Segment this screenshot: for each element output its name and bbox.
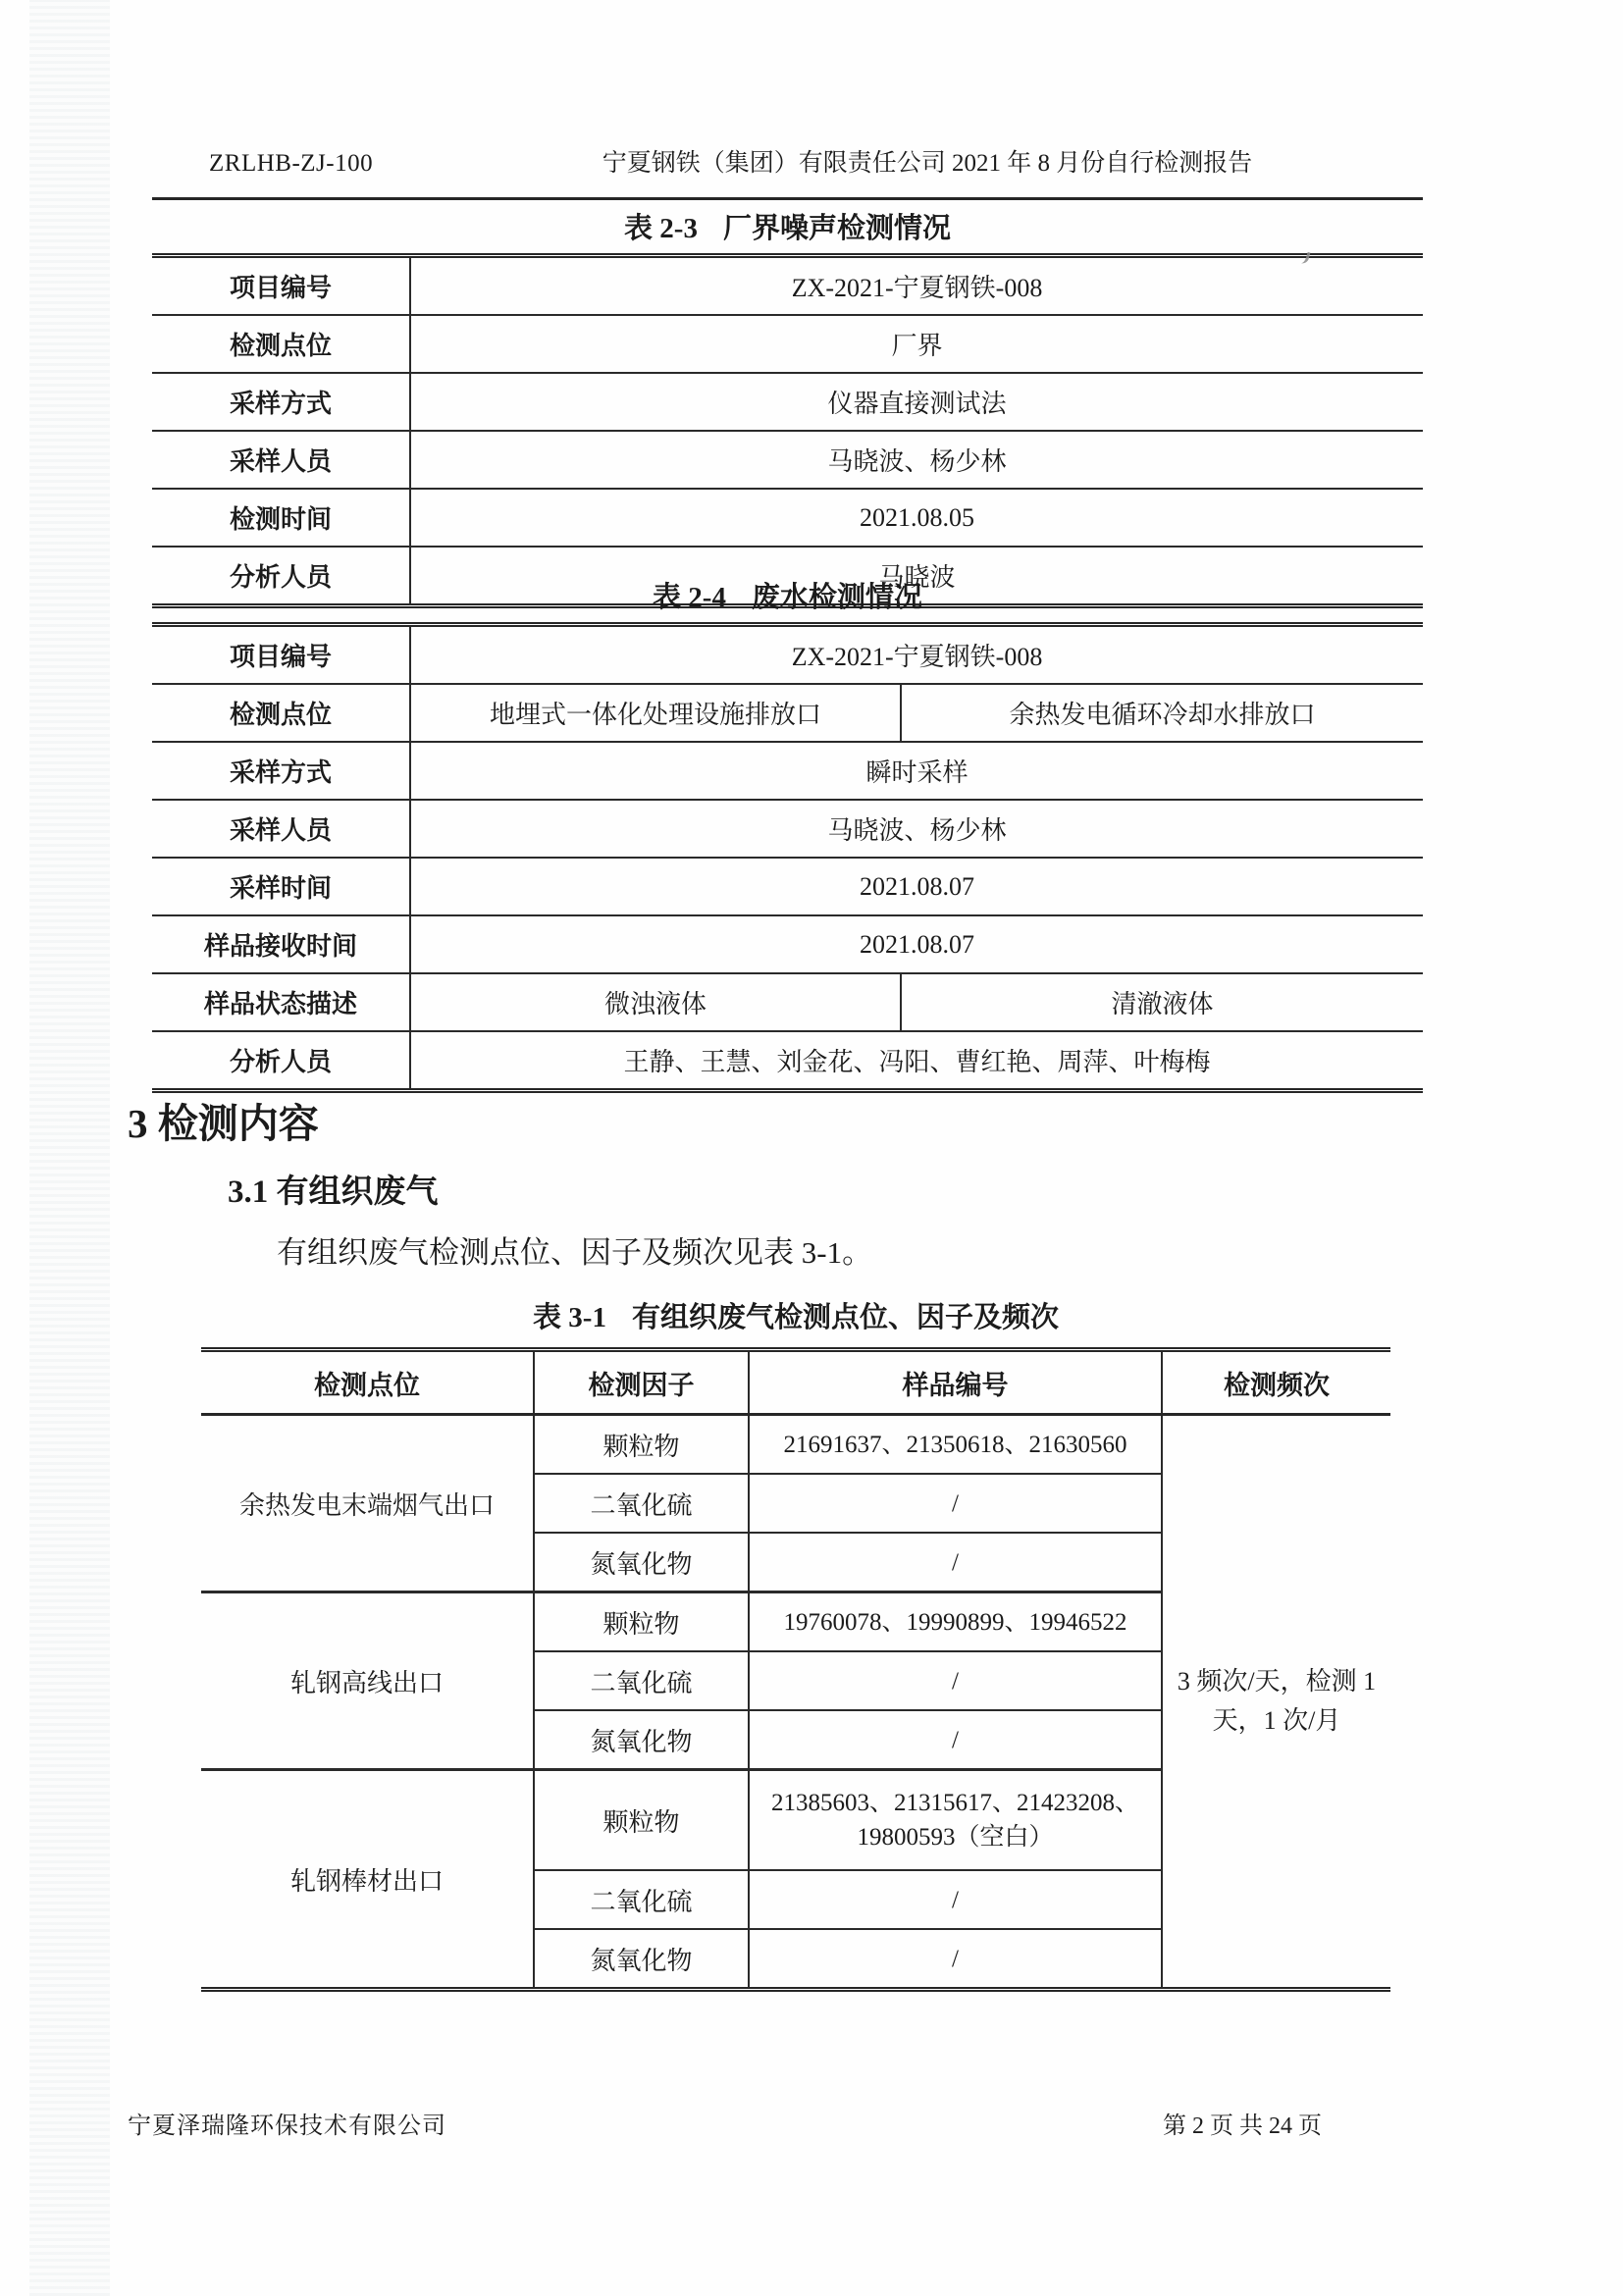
row-value: 2021.08.07 [410,915,1423,973]
samples-cell: / [749,1870,1162,1929]
table-2-4-title [152,575,1423,615]
row-value-right: 清澈液体 [901,973,1423,1031]
table-row [152,625,1423,685]
samples-cell: / [749,1474,1162,1533]
table-3-1-number: 表 3-1 [533,1302,606,1333]
table-3-1 [201,1347,1390,1992]
location-cell: 余热发电末端烟气出口 [201,1415,534,1592]
row-label: 采样人员 [152,431,410,489]
row-value: 马晓波、杨少林 [410,431,1423,489]
table-row [152,742,1423,800]
table-row [152,800,1423,858]
row-value: 2021.08.07 [410,858,1423,915]
row-label: 样品状态描述 [152,973,410,1031]
samples-cell: 21385603、21315617、21423208、19800593（空白） [749,1770,1162,1871]
factor-cell: 颗粒物 [534,1592,749,1652]
scan-edge-artifact [29,0,110,2296]
row-label: 分析人员 [152,547,410,606]
table-3-1-title [201,1295,1390,1335]
table-row [152,431,1423,489]
factor-cell: 颗粒物 [534,1415,749,1475]
samples-cell: / [749,1533,1162,1592]
row-value-left: 微浊液体 [410,973,901,1031]
row-value: ZX-2021-宁夏钢铁-008 [410,256,1423,316]
document-title: 宁夏钢铁（集团）有限责任公司 2021 年 8 月份自行检测报告 [602,150,1253,177]
row-label: 检测点位 [152,315,410,373]
table-row [152,684,1423,742]
col-header-factor: 检测因子 [534,1350,749,1415]
col-header-sample-id: 样品编号 [749,1350,1162,1415]
row-label: 项目编号 [152,256,410,316]
samples-cell: / [749,1651,1162,1710]
row-label: 检测点位 [152,684,410,742]
row-value: ZX-2021-宁夏钢铁-008 [410,625,1423,685]
footer-company: 宁夏泽瑞隆环保技术有限公司 [128,2113,446,2139]
table-row [201,1415,1390,1475]
table-2-4 [152,622,1423,1093]
table-row [152,1031,1423,1091]
row-label: 检测时间 [152,489,410,547]
factor-cell: 二氧化硫 [534,1474,749,1533]
table-3-1-name: 有组织废气检测点位、因子及频次 [631,1302,1059,1333]
row-label: 样品接收时间 [152,915,410,973]
footer-page-number: 第 2 页 共 24 页 [1163,2113,1322,2139]
row-label: 分析人员 [152,1031,410,1091]
row-value: 厂界 [410,315,1423,373]
table-2-3-title [152,206,1423,246]
table-2-3-section [152,206,1423,608]
table-row [152,489,1423,547]
row-label: 项目编号 [152,625,410,685]
row-value: 王静、王慧、刘金花、冯阳、曹红艳、周萍、叶梅梅 [410,1031,1423,1091]
table-row [152,256,1423,316]
body-paragraph: 有组织废气检测点位、因子及频次见表 3-1。 [277,1235,873,1270]
table-row [152,858,1423,915]
table-2-3-name: 厂界噪声检测情况 [722,213,951,244]
row-label: 采样人员 [152,800,410,858]
samples-cell: / [749,1929,1162,1990]
row-value: 瞬时采样 [410,742,1423,800]
page-header [152,143,1423,179]
subsection-heading: 3.1 有组织废气 [228,1174,439,1210]
table-2-4-section [152,575,1423,1093]
row-label: 采样方式 [152,742,410,800]
row-label: 采样方式 [152,373,410,431]
table-3-1-section [201,1295,1390,1992]
factor-cell: 二氧化硫 [534,1870,749,1929]
samples-cell: 19760078、19990899、19946522 [749,1592,1162,1652]
document-code: ZRLHB-ZJ-100 [209,150,374,177]
col-header-location: 检测点位 [201,1350,534,1415]
row-value: 马晓波 [410,547,1423,606]
location-cell: 轧钢棒材出口 [201,1770,534,1990]
table-row [152,915,1423,973]
factor-cell: 氮氧化物 [534,1929,749,1990]
table-2-3 [152,253,1423,608]
samples-cell: 21691637、21350618、21630560 [749,1415,1162,1475]
factor-cell: 氮氧化物 [534,1533,749,1592]
factor-cell: 二氧化硫 [534,1651,749,1710]
col-header-frequency: 检测频次 [1162,1350,1390,1415]
factor-cell: 颗粒物 [534,1770,749,1871]
row-value: 2021.08.05 [410,489,1423,547]
table-row [152,973,1423,1031]
table-row [152,315,1423,373]
section-heading: 3 检测内容 [128,1101,319,1146]
location-cell: 轧钢高线出口 [201,1592,534,1770]
header-row [201,1350,1390,1415]
row-value: 马晓波、杨少林 [410,800,1423,858]
row-label: 采样时间 [152,858,410,915]
table-2-4-number: 表 2-4 [653,582,726,613]
samples-cell: / [749,1710,1162,1770]
row-value-left: 地埋式一体化处理设施排放口 [410,684,901,742]
table-row [152,373,1423,431]
factor-cell: 氮氧化物 [534,1710,749,1770]
row-value-right: 余热发电循环冷却水排放口 [901,684,1423,742]
row-value: 仪器直接测试法 [410,373,1423,431]
table-2-3-number: 表 2-3 [624,213,698,244]
frequency-cell: 3 频次/天，检测 1 天，1 次/月 [1162,1415,1390,1990]
header-rule [152,197,1423,200]
table-2-4-name: 废水检测情况 [751,582,922,613]
